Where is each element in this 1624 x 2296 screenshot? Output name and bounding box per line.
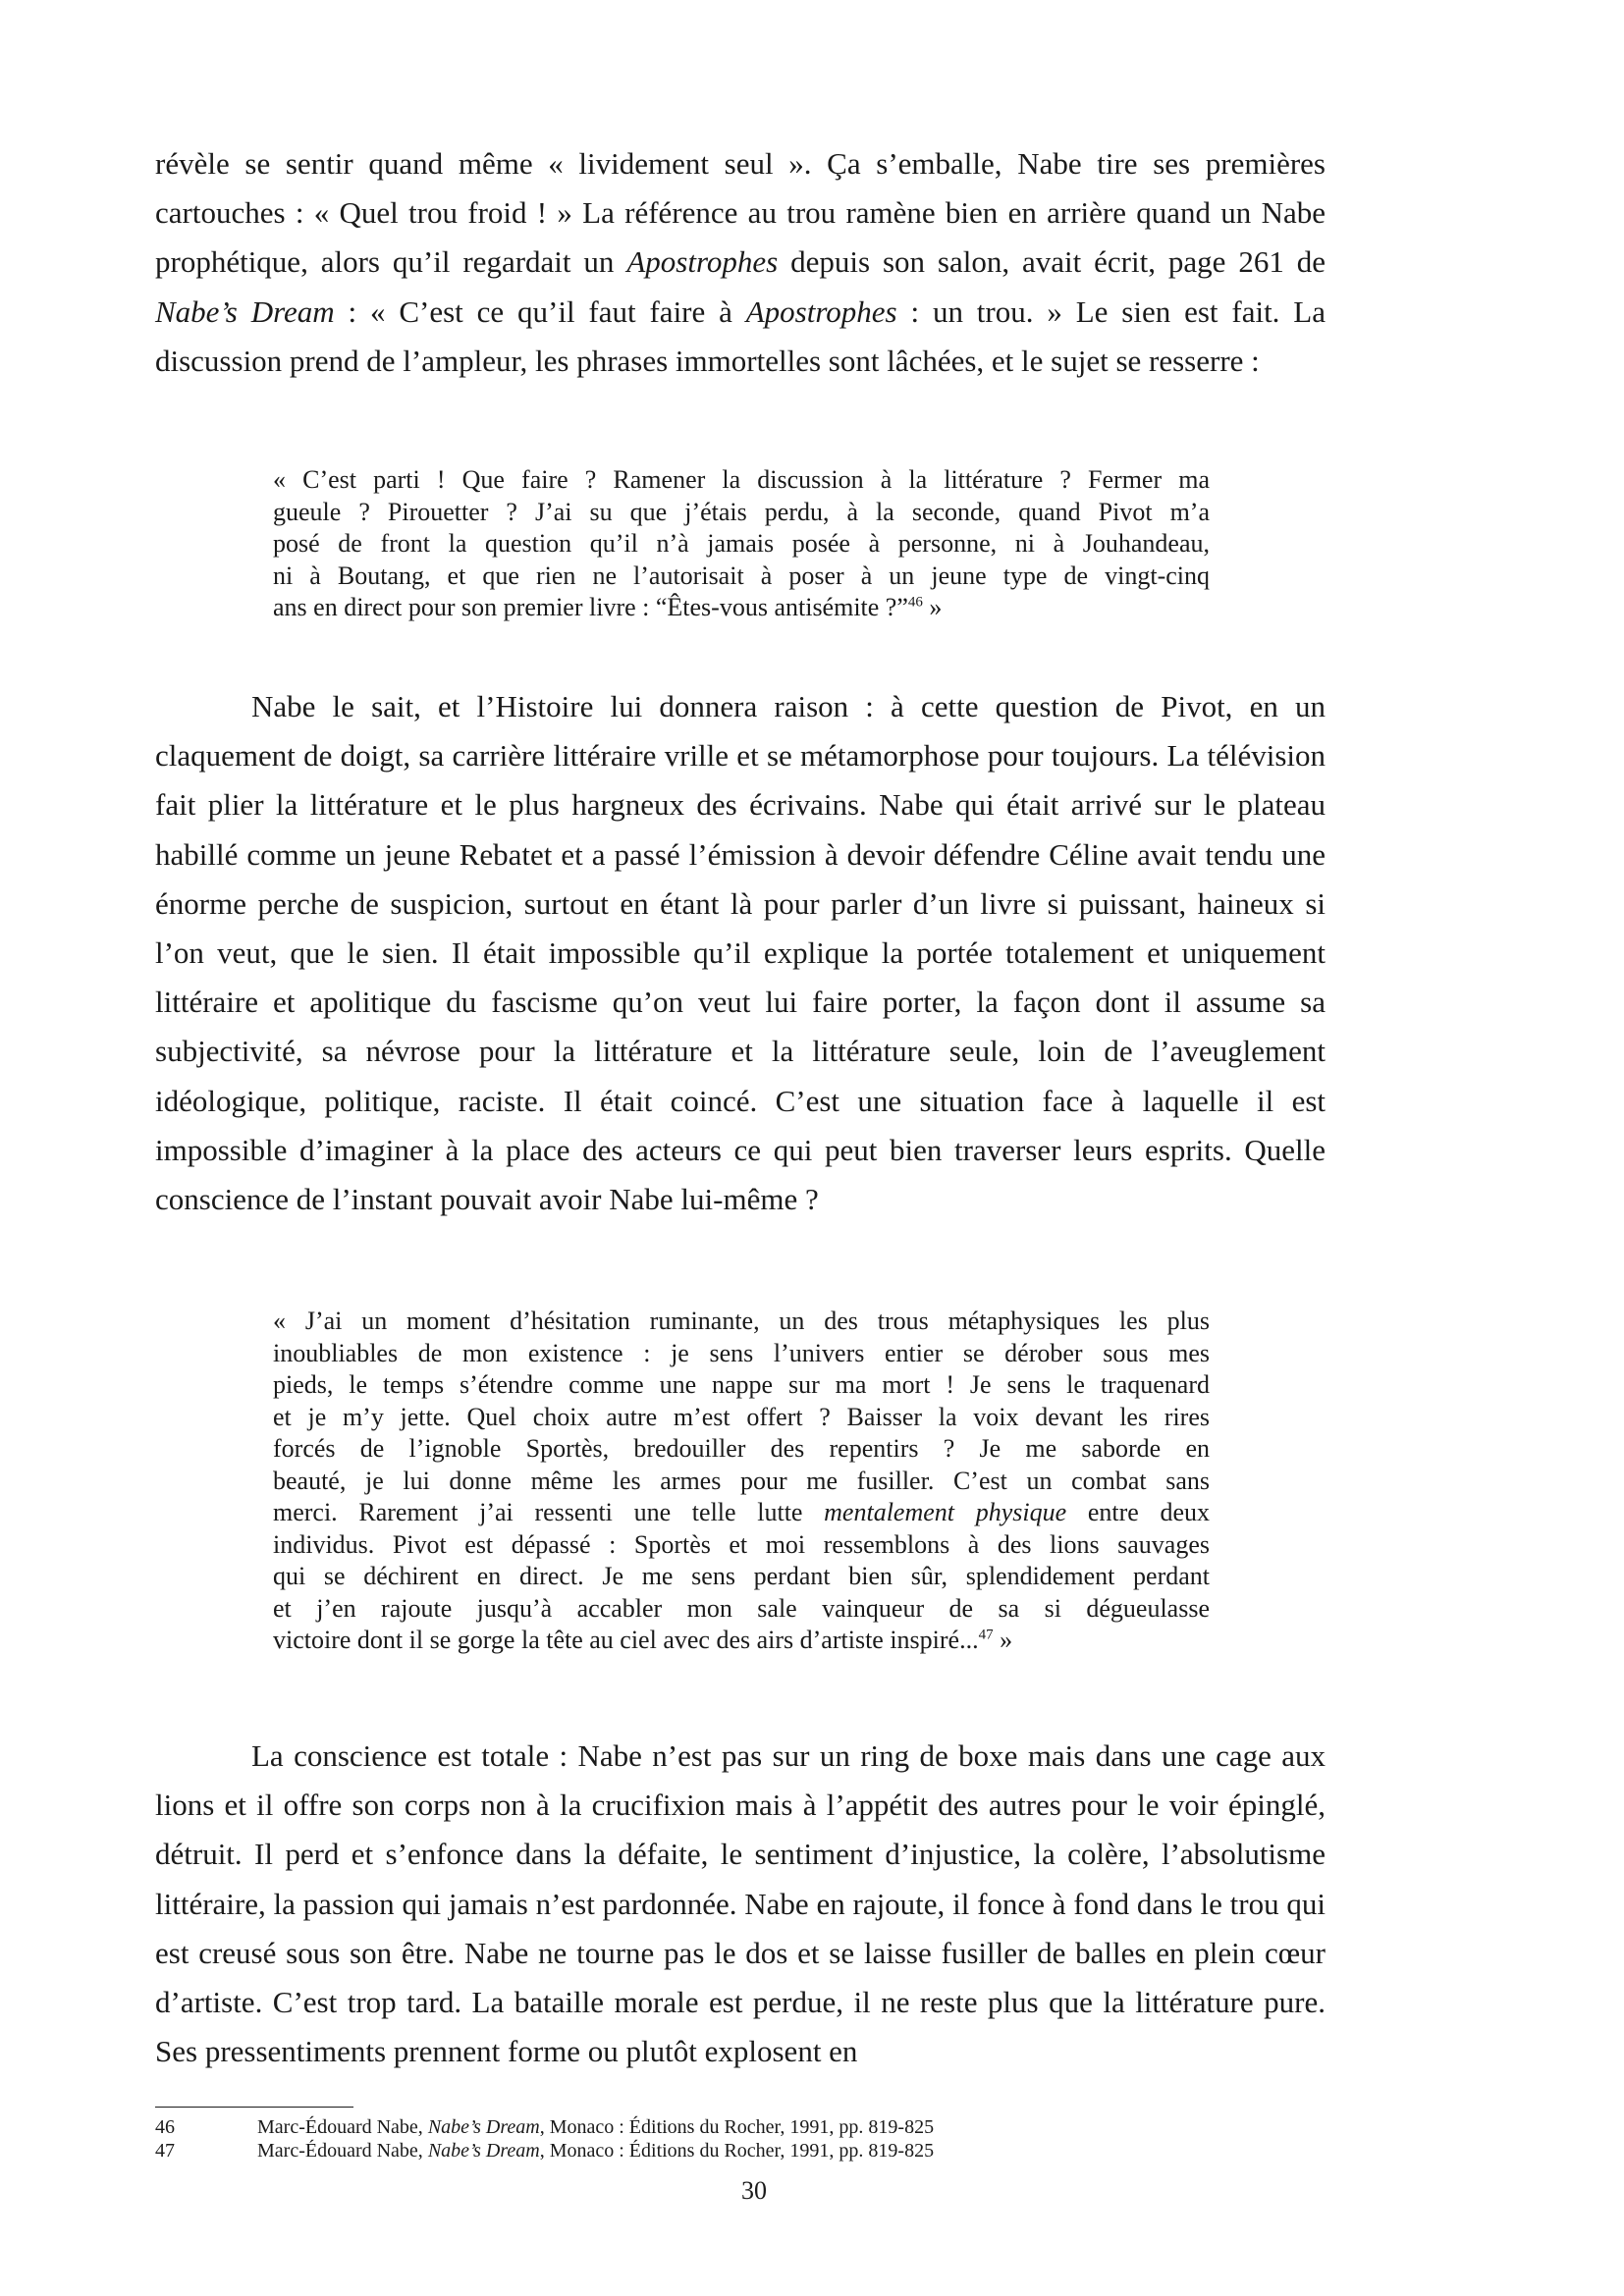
quote-2-text: qui se déchirent en direct. Je me sens perdant bien sûr, splendidement perdant xyxy=(273,1562,1210,1590)
footnote-author: Marc-Édouard Nabe, xyxy=(257,2140,428,2162)
paragraph-1-italic-title: Nabe’s Dream xyxy=(155,294,335,329)
quote-2-text: « J’ai un moment d’hésitation ruminante, un des trous métaphysiques les plus xyxy=(273,1307,1210,1335)
footnote-author: Marc-Édouard Nabe, xyxy=(257,2116,428,2138)
quote-2-text: et je m’y jette. Quel choix autre m’est offert ? Baisser la voix devant les rires xyxy=(273,1402,1210,1431)
quote-line xyxy=(273,1433,1210,1466)
paragraph-1-text: : un trou. » Le sien est fait. La discussion prend de l’ampleur, les phrases immortelles sont lâchées, et le sujet se resserre : xyxy=(155,294,1326,378)
quote-line: posé de front la question qu’il n’à jamais posée à personne, ni à Jouhandeau, xyxy=(273,529,1210,558)
quote-line xyxy=(273,1466,1210,1498)
paragraph-1-italic-title: Apostrophes xyxy=(626,244,779,280)
quote-line xyxy=(273,1561,1210,1593)
quote-line xyxy=(273,1593,1210,1626)
quote-2-text: entre deux xyxy=(1066,1498,1211,1526)
body-paragraph-3: La conscience est totale : Nabe n’est pas sur un ring de boxe mais dans une cage aux lions et il offre son corps non à la crucifixion mais à l’appétit des autres pour le voir épinglé, détruit. Il perd et s’enfonce dans la défaite, le sentiment d’injustice, la colère, l’absolutisme littéraire, la passion qui jamais n’est pardonnée. Nabe en rajoute, il fonce à fond dans le trou qui est creusé sous son être. Nabe ne tourne pas le dos et se laisse fusiller de balles en plein cœur d’artiste. C’est trop tard. La bataille morale est perdue, il ne reste plus que la littérature pure. Ses pressentiments prennent forme ou plutôt explosent en xyxy=(155,1738,1326,2069)
quote-line: « C’est parti ! Que faire ? Ramener la discussion à la littérature ? Fermer ma xyxy=(273,465,1210,494)
quote-line xyxy=(273,1402,1210,1434)
quote-line xyxy=(273,1497,1210,1529)
footnote-book-title: Nabe’s Dream xyxy=(427,2116,540,2138)
footnote-reference[interactable]: 46 xyxy=(907,594,923,611)
paragraph-1-italic-title: Apostrophes xyxy=(745,294,897,329)
quote-2-italic-title: mentalement physique xyxy=(824,1498,1067,1526)
quote-line xyxy=(273,1529,1210,1562)
quote-2-text: victoire dont il se gorge la tête au ciel avec des airs d’artiste inspiré... xyxy=(273,1626,979,1654)
footnote-publication: , Monaco : Éditions du Rocher, 1991, pp. 819-825 xyxy=(539,2140,935,2162)
page-number: 30 xyxy=(741,2176,767,2205)
quote-2-text: merci. Rarement j’ai ressenti une telle lutte xyxy=(273,1498,825,1526)
quote-2-text: et j’en rajoute jusqu’à accabler mon sale vainqueur de sa si dégueulasse xyxy=(273,1593,1210,1623)
paragraph-1-text: révèle se sentir quand même « lividement seul ». Ça s’emballe, Nabe tire ses premières cartouches : « Quel trou froid ! » La référence au trou ramène bien en arrière quand un Nabe prophétique, alors qu’il regardait un xyxy=(155,146,1326,280)
footnote-number: 47 xyxy=(155,2140,175,2162)
footnote-publication: , Monaco : Éditions du Rocher, 1991, pp. 819-825 xyxy=(539,2116,935,2138)
quote-line: ans en direct pour son premier livre : “Êtes-vous antisémite ?”$^{46}$ » xyxy=(273,593,943,621)
body-paragraph-2: Nabe le sait, et l’Histoire lui donnera raison : à cette question de Pivot, en un claquement de doigt, sa carrière littéraire vrille et se métamorphose pour toujours. La télévision fait plier la littérature et le plus hargneux des écrivains. Nabe qui était arrivé sur le plateau habillé comme un jeune Rebatet et a passé l’émission à devoir défendre Céline avait tendu une énorme perche de suspicion, surtout en étant là pour parler d’un livre si puissant, haineux si l’on veut, que le sien. Il était impossible qu’il explique la portée totalement et uniquement littéraire et apolitique du fascisme qu’on veut lui faire porter, la façon dont il assume sa subjectivité, sa névrose pour la littérature et la littérature seule, loin de l’aveuglement idéologique, politique, raciste. Il était coincé. C’est une situation face à laquelle il est impossible d’imaginer à la place des acteurs ce qui peut bien traverser leurs esprits. Quelle conscience de l’instant pouvait avoir Nabe lui-même ? xyxy=(155,689,1326,1217)
footnote-book-title: Nabe’s Dream xyxy=(427,2140,540,2162)
quote-line: victoire dont il se gorge la tête au ciel avec des airs d’artiste inspiré...$^{47}$ » xyxy=(273,1626,1013,1654)
quote-2-text: pieds, le temps s’étendre comme une nappe sur ma mort ! Je sens le traquenard xyxy=(273,1370,1210,1399)
quote-line xyxy=(273,1306,1210,1338)
footnote-46 xyxy=(155,2115,1326,2139)
quote-2-text: forcés de l’ignoble Sportès, bredouiller des repentirs ? Je me saborde en xyxy=(273,1434,1210,1463)
quote-line xyxy=(273,1369,1210,1402)
quote-line: ni à Boutang, et que rien ne l’autorisait à poser à un jeune type de vingt-cinq xyxy=(273,561,1210,590)
footnote-number: 46 xyxy=(155,2116,175,2138)
body-paragraph-1 xyxy=(155,139,1326,386)
paragraph-1-text: : « C’est ce qu’il faut faire à xyxy=(334,294,746,329)
quote-2-text: inoubliables de mon existence : je sens l’univers entier se dérober sous mes xyxy=(273,1338,1210,1367)
block-quote-1 xyxy=(273,464,1210,624)
footnote-reference[interactable]: 47 xyxy=(978,1627,994,1643)
quote-2-text: individus. Pivot est dépassé : Sportès et moi ressemblons à des lions sauvages xyxy=(273,1529,1210,1559)
quote-2-text: beauté, je lui donne même les armes pour me fusiller. C’est un combat sans xyxy=(273,1466,1210,1495)
block-quote-2 xyxy=(273,1306,1210,1657)
footnote-separator xyxy=(155,2107,353,2108)
paragraph-1-text: depuis son salon, avait écrit, page 261 de xyxy=(778,244,1326,280)
footnote-47 xyxy=(155,2139,1326,2163)
quote-line xyxy=(273,1338,1210,1370)
quote-line: gueule ? Pirouetter ? J’ai su que j’étais perdu, à la seconde, quand Pivot m’a xyxy=(273,497,1210,526)
